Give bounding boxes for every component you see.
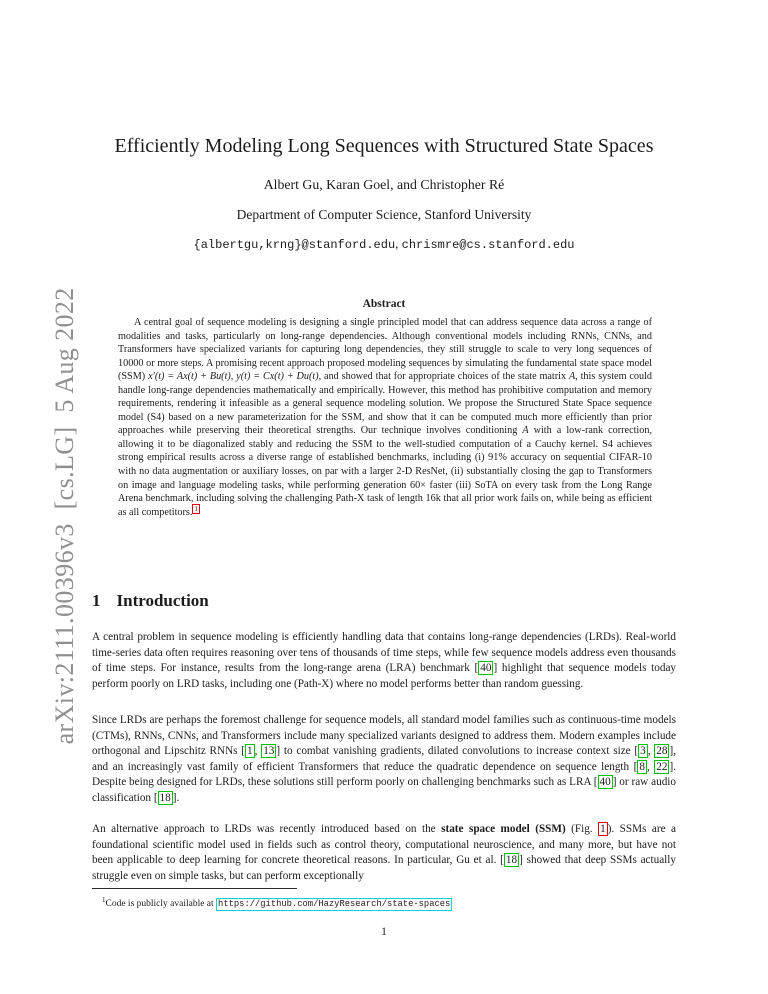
- text-run: ). SSMs are a foundational scientific model used in fields such as control theory, computational neuroscience, and many more, but have not been applicable to deep learning for concrete theoretical reasons. In particular, Gu et al. [: [92, 823, 677, 866]
- citation-link[interactable]: 40: [599, 776, 611, 788]
- affiliation-line: Department of Computer Science, Stanford University: [236, 207, 532, 222]
- section-heading-introduction: [92, 591, 676, 611]
- author-emails: [0, 236, 768, 252]
- code-url-link[interactable]: https://github.com/HazyResearch/state-spaces: [218, 899, 451, 909]
- citation-link[interactable]: 28: [656, 745, 668, 757]
- intro-paragraph-2: [92, 713, 676, 806]
- text-run: ,: [254, 745, 262, 757]
- text-run: ] highlight that sequence models today perform poorly on LRD tasks, including one (Path-X) where no model performs better than random guessing.: [92, 662, 676, 690]
- text-run: A central goal of sequence modeling is designing a single principled model that can address sequence data across a range of modalities and tasks, particularly on long-range dependencies. Although conventional models including RNNs, CNNs, and Transformers have specialized variants for capturing long dependencies, they still struggle to scale to very long sequences of 10000 or more steps. A promising recent approach proposed modeling sequences by simulating the fundamental state space model (SSM): [118, 317, 652, 383]
- monospace-text: chrismre@cs.stanford.edu: [401, 238, 575, 252]
- text-run: , this system could handle long-range dependencies mathematically and empirically. However, this method has prohibitive computation and memory requirements, rendering it infeasible as a general sequence modeling solution. We propose the Structured State Space sequence model (S4) based on a new parameterization for the SSM, and show that it can be computed much more efficiently than prior approaches while preserving their theoretical strengths. Our technique involves conditioning: [118, 371, 653, 437]
- citation-link[interactable]: 40: [480, 662, 492, 674]
- math-expression: A: [522, 425, 529, 437]
- figure-ref-link[interactable]: 1: [600, 823, 606, 835]
- citation-link[interactable]: 1: [247, 745, 253, 757]
- citation-link[interactable]: 8: [639, 760, 645, 773]
- footnote-marker: 1: [102, 896, 106, 904]
- text-run: with a low-rank correction, allowing it to be diagonalized stably and reducing the SSM to the well-studied computation of a Cauchy kernel. S4 achieves strong empirical results across a diverse range of established benchmarks, including (i) 91% accuracy on sequential CIFAR-10 with no data augmentation or auxiliary losses, on par with a larger 2-D ResNet, (ii) substantially closing the gap to Transformers on image and language modeling tasks, while performing generation 60× faster (iii) SoTA on every task from the Long Range Arena benchmark, including solving the challenging Path-X task of length 16k that all prior work fails on, while being as efficient as all competitors.: [118, 425, 653, 518]
- text-run: ].: [172, 791, 180, 804]
- text-run: A central problem in sequence modeling is efficiently handling data that contains long-range dependencies (LRDs). Real-world time-series data often requires reasoning over tens of thousands of time steps, while few sequence models address even thousands of time steps. For instance, results from the long-range arena (LRA) benchmark [: [92, 631, 676, 674]
- intro-paragraph-3: [92, 822, 676, 884]
- math-expression: x′(t) = Ax(t) + Bu(t), y(t) = Cx(t) + Du(t): [148, 371, 319, 383]
- text-run: (Fig.: [565, 823, 599, 835]
- text-run: Since LRDs are perhaps the foremost challenge for sequence models, all standard model families such as continuous-time models (CTMs), RNNs, CNNs, and Transformers include many specialized variants designed to address them. Modern examples include orthogonal and Lipschitz RNNs [: [92, 714, 676, 757]
- text-run: ], and an increasingly vast family of efficient Transformers that reduce the quadratic dependence on sequence length [: [92, 745, 677, 773]
- text-run: ] to combat vanishing gradients, dilated convolutions to increase context size [: [276, 745, 639, 757]
- text-run: Code is publicly available at: [105, 899, 217, 909]
- text-run: ,: [647, 745, 655, 757]
- citation-link[interactable]: 18: [159, 791, 171, 804]
- authors-line: Albert Gu, Karan Goel, and Christopher Ré: [263, 177, 505, 192]
- arxiv-stamp-text: arXiv:2111.00396v3 [cs.LG] 5 Aug 2022: [50, 287, 79, 745]
- section-title: Introduction: [116, 591, 209, 610]
- arxiv-stamp: [20, 287, 110, 772]
- bold-text-run: state space model (SSM): [441, 823, 566, 835]
- citation-link[interactable]: 18: [505, 854, 518, 866]
- text-run: ]. Despite being designed for LRDs, these solutions still perform poorly on challenging benchmarks such as LRA [: [92, 760, 676, 788]
- text-run: , and showed that for appropriate choices of the state matrix: [318, 371, 569, 383]
- abstract-body: [118, 316, 652, 519]
- text-run: ] showed that deep SSMs actually struggle even on simple tasks, but can perform exceptionally: [92, 854, 676, 882]
- text-run: An alternative approach to LRDs was recently introduced based on the: [92, 823, 442, 835]
- text-run: ] or raw audio classification [: [92, 776, 676, 804]
- footnote-text: [92, 894, 676, 910]
- footnote-rule: [92, 888, 297, 889]
- monospace-text: {albertgu,krng}@stanford.edu: [193, 238, 396, 252]
- citation-link[interactable]: 3: [640, 745, 646, 757]
- citation-link[interactable]: 13: [263, 745, 275, 757]
- abstract-heading: Abstract: [362, 298, 406, 310]
- footnote-ref-link[interactable]: 1: [194, 504, 198, 513]
- citation-link[interactable]: 22: [656, 760, 668, 773]
- page-number: 1: [381, 926, 387, 938]
- text-run: ,: [395, 236, 402, 251]
- paper-title: Efficiently Modeling Long Sequences with Structured State Spaces: [114, 135, 654, 157]
- section-number: 1: [92, 591, 101, 610]
- text-run: ,: [646, 760, 655, 773]
- math-expression: A: [568, 371, 576, 383]
- intro-paragraph-1: [92, 630, 676, 692]
